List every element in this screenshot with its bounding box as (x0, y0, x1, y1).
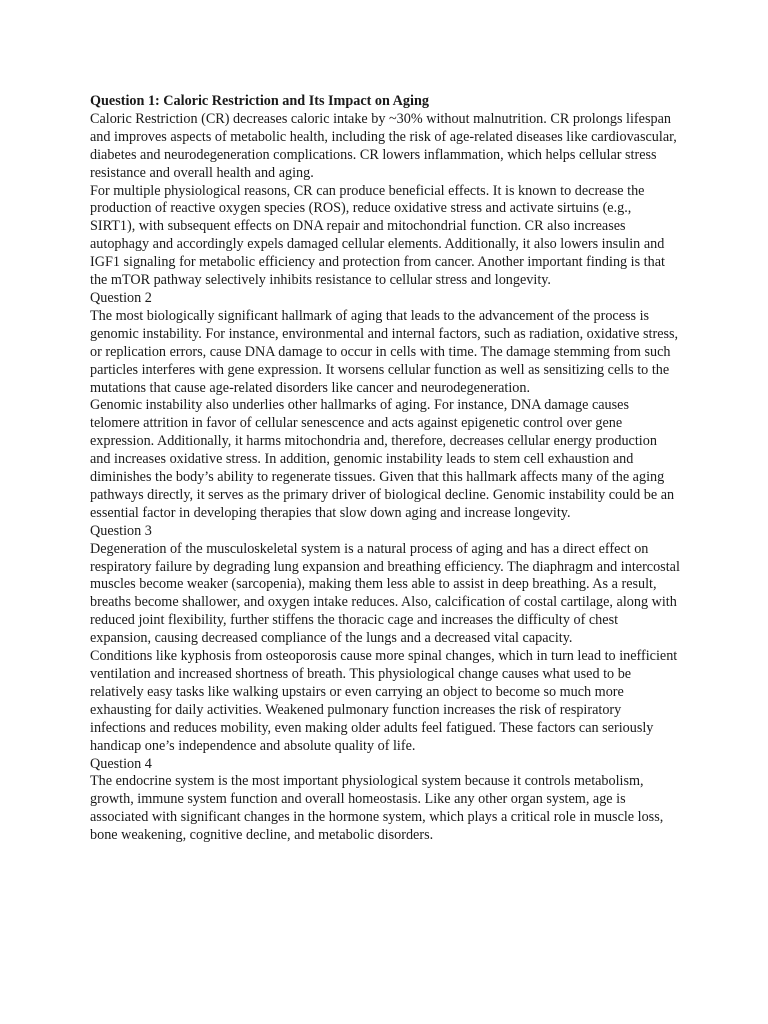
question-1-paragraph-1: Caloric Restriction (CR) decreases caloric intake by ~30% without malnutrition. CR prolongs lifespan and improves aspects of metabolic health, including the risk of age-related diseases like cardiovascular, diabetes and neurodegeneration complications. CR lowers inflammation, which helps cellular stress resistance and overall health and aging. (90, 110, 677, 181)
question-1-paragraph-2: For multiple physiological reasons, CR can produce beneficial effects. It is known to decrease the production of reactive oxygen species (ROS), reduce oxidative stress and activate sirtuins (e.g., SIRT1), with subsequent effects on DNA repair and mitochondrial function. CR also increases autophagy and accordingly expels damaged cellular elements. Additionally, it also lowers insulin and IGF1 signaling for metabolic efficiency and protection from cancer. Another important finding is that the mTOR pathway selectively inhibits resistance to cellular stress and longevity. (90, 182, 665, 289)
question-3-heading: Question 3 (90, 522, 152, 539)
question-2-paragraph-2: Genomic instability also underlies other hallmarks of aging. For instance, DNA damage causes telomere attrition in favor of cellular senescence and acts against epigenetic control over gene expression. Additionally, it harms mitochondria and, therefore, decreases cellular energy production and increases oxidative stress. In addition, genomic instability leads to stem cell exhaustion and diminishes the body’s ability to regenerate tissues. Given that this hallmark affects many of the aging pathways directly, it serves as the primary driver of biological decline. Genomic instability could be an essential factor in developing therapies that slow down aging and increase longevity. (90, 397, 675, 521)
question-4-paragraph-1: The endocrine system is the most important physiological system because it controls metabolism, growth, immune system function and overall homeostasis. Like any other organ system, age is associated with significant changes in the hormone system, which plays a critical role in muscle loss, bone weakening, cognitive decline, and metabolic disorders. (90, 773, 664, 844)
question-2-heading: Question 2 (90, 289, 152, 306)
question-4-heading: Question 4 (90, 755, 152, 772)
question-2-paragraph-1: The most biologically significant hallmark of aging that leads to the advancement of the process is genomic instability. For instance, environmental and internal factors, such as radiation, oxidative stress, or replication errors, cause DNA damage to occur in cells with time. The damage stemming from such particles interferes with gene expression. It worsens cellular function as well as sensitizing cells to the mutations that cause age-related disorders like cancer and neurodegeneration. (90, 307, 679, 396)
document-page (90, 93, 680, 845)
question-3-paragraph-2: Conditions like kyphosis from osteoporosis cause more spinal changes, which in turn lead to inefficient ventilation and increased shortness of breath. This physiological change causes what used to be relatively easy tasks like walking upstairs or even carrying an object to become so much more exhausting for daily activities. Weakened pulmonary function increases the risk of respiratory infections and reduces mobility, even making older adults feel fatigued. These factors can seriously handicap one’s independence and absolute quality of life. (90, 648, 678, 754)
question-1-heading: Question 1: Caloric Restriction and Its Impact on Aging (90, 93, 429, 109)
question-3-paragraph-1: Degeneration of the musculoskeletal system is a natural process of aging and has a direct effect on respiratory failure by degrading lung expansion and breathing efficiency. The diaphragm and intercostal muscles become weaker (sarcopenia), making them less able to assist in deep breathing. As a result, breaths become shallower, and oxygen intake reduces. Also, calcification of costal cartilage, along with reduced joint flexibility, further stiffens the thoracic cage and increases the difficulty of chest expansion, causing decreased compliance of the lungs and a decreased vital capacity. (90, 540, 680, 647)
